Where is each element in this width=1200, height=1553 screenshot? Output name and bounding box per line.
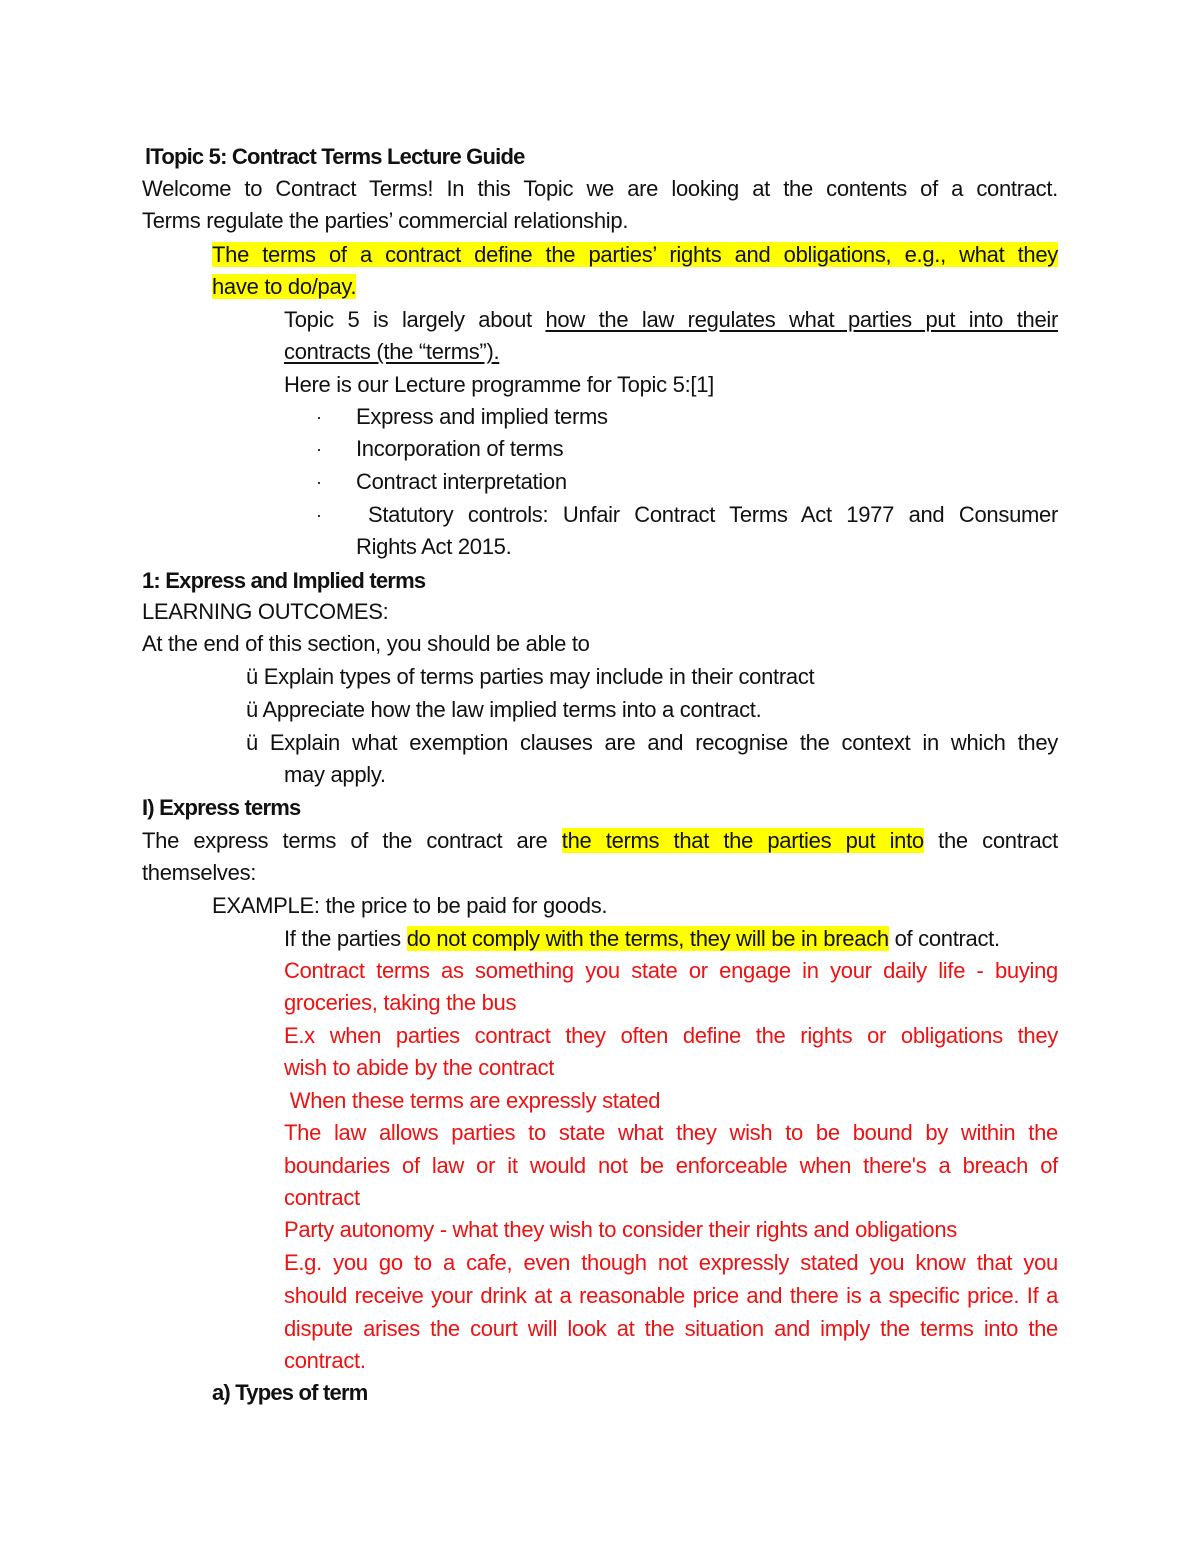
bullet-marker: · [316, 505, 322, 525]
note-line: Contract terms as something you state or engage in your daily life - buying [284, 958, 1058, 983]
note-line: should receive your drink at a reasonable price and there is a specific price. If a [284, 1283, 1058, 1308]
check-icon: ü [246, 730, 258, 755]
topic-scope-underlined-2: contracts (the “terms”). [284, 339, 500, 364]
note-line: wish to abide by the contract [284, 1055, 555, 1080]
bullet-marker: · [316, 439, 322, 459]
topic-scope-line-1 [284, 304, 1058, 336]
note-line: E.x when parties contract they often define the rights or obligations they [284, 1023, 1058, 1048]
bullet-marker: · [316, 472, 322, 492]
topic-scope-prefix: Topic 5 is largely about [284, 307, 546, 332]
bullet-marker: · [316, 407, 322, 427]
intro-line-2: Terms regulate the parties’ commercial relationship. [142, 208, 629, 233]
intro-line-1: Welcome to Contract Terms! In this Topic we are looking at the contents of a contract. [142, 176, 1058, 201]
note-line: contract. [284, 1348, 366, 1373]
breach-highlight: do not comply with the terms, they will be in breach [406, 926, 889, 951]
express-line-2: themselves: [142, 860, 257, 885]
example-line: EXAMPLE: the price to be paid for goods. [212, 893, 608, 918]
express-line-1 [142, 825, 1058, 857]
sub-heading: I) Express terms [142, 795, 301, 820]
express-prefix: The express terms of the contract are [142, 828, 562, 853]
note-line: When these terms are expressly stated [284, 1088, 661, 1113]
definition-line-2 [212, 271, 356, 303]
breach-line [284, 923, 1000, 955]
outcome-text: Explain types of terms parties may include in their contract [257, 664, 815, 689]
note-line: The law allows parties to state what they wish to be bound by within the [284, 1120, 1058, 1145]
outcome-item [246, 727, 1058, 759]
definition-line-1 [212, 239, 1058, 271]
breach-prefix: If the parties [284, 926, 407, 951]
programme-item-continued: Rights Act 2015. [356, 534, 512, 559]
programme-item: Contract interpretation [356, 469, 567, 494]
section-heading: 1: Express and Implied terms [142, 568, 426, 593]
topic-scope-line-2 [284, 336, 499, 368]
note-line: boundaries of law or it would not be enforceable when there's a breach of [284, 1153, 1058, 1178]
outcomes-label: LEARNING OUTCOMES: [142, 599, 389, 624]
topic-scope-underlined-1: how the law regulates what parties put into their [545, 307, 1059, 332]
note-line: E.g. you go to a cafe, even though not expressly stated you know that you [284, 1250, 1058, 1275]
express-suffix: the contract [923, 828, 1058, 853]
sub-heading: a) Types of term [212, 1380, 368, 1405]
outcomes-intro: At the end of this section, you should be able to [142, 631, 590, 656]
document-title: lTopic 5: Contract Terms Lecture Guide [145, 144, 525, 169]
outcome-item [246, 694, 761, 726]
note-line: Party autonomy - what they wish to consider their rights and obligations [284, 1217, 957, 1242]
outcome-text: Appreciate how the law implied terms into a contract. [257, 697, 762, 722]
programme-item: Statutory controls: Unfair Contract Terms Act 1977 and Consumer [368, 502, 1058, 527]
definition-highlight-2: have to do/pay. [212, 274, 357, 299]
outcome-item [246, 661, 814, 693]
check-icon: ü [246, 697, 258, 722]
programme-item: Incorporation of terms [356, 436, 564, 461]
breach-suffix: of contract. [888, 926, 1000, 951]
definition-highlight-1: The terms of a contract define the parties’ rights and obligations, e.g., what they [212, 242, 1058, 267]
outcome-text: Explain what exemption clauses are and recognise the context in which they [257, 730, 1058, 755]
check-icon: ü [246, 664, 258, 689]
programme-item: Express and implied terms [356, 404, 608, 429]
outcome-item-continued: may apply. [284, 762, 386, 787]
note-line: dispute arises the court will look at the situation and imply the terms into the [284, 1316, 1058, 1341]
programme-intro: Here is our Lecture programme for Topic 5:[1] [284, 372, 714, 397]
note-line: groceries, taking the bus [284, 990, 517, 1015]
note-line: contract [284, 1185, 360, 1210]
express-highlight: the terms that the parties put into [561, 828, 924, 853]
